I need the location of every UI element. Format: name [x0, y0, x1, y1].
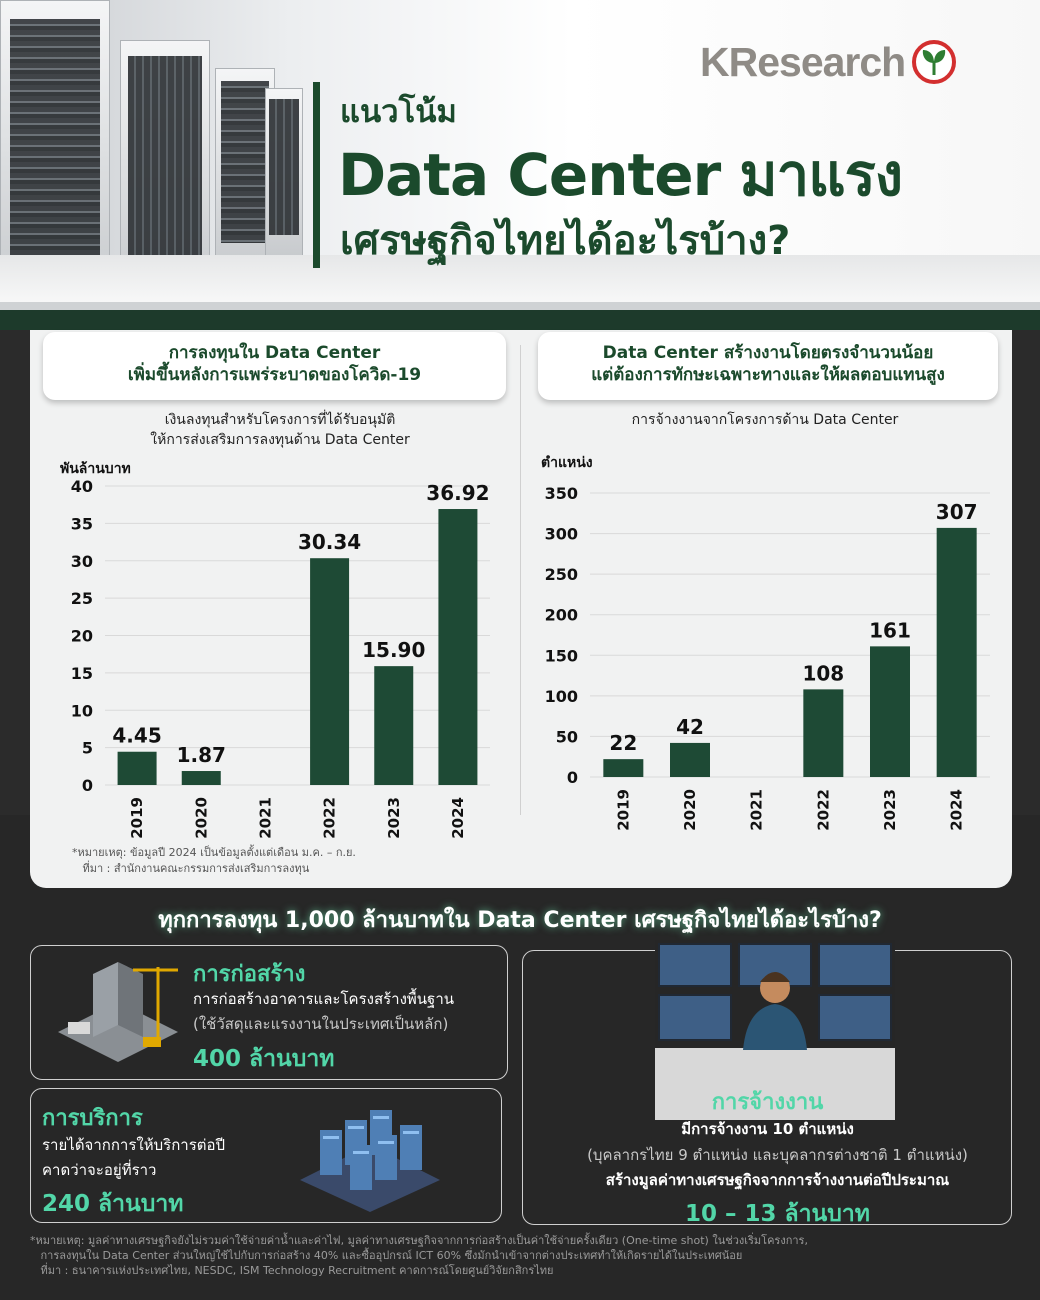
- data-label: 22: [609, 731, 638, 756]
- y-tick-label: 200: [544, 605, 578, 625]
- bar: [870, 646, 910, 777]
- employment-value: 10 – 13 ล้านบาท: [685, 1201, 870, 1227]
- investment-bar-chart: [50, 470, 490, 840]
- footnote-line2: การลงทุนใน Data Center ส่วนใหญ่ใช้ไปกับการก่อสร้าง 40% และซื้ออุปกรณ์ ICT 60% ซึ่งมักนำเข้าจากต่างประเทศทำให้เกิดรายได้ในประเทศน้อย: [30, 1249, 743, 1262]
- data-label: 42: [676, 714, 704, 739]
- footnote-source: ที่มา : ธนาคารแห่งประเทศไทย, NESDC, ISM Technology Recruitment คาดการณ์โดยศูนย์วิจัยกสิกรไทย: [30, 1264, 554, 1277]
- bottom-heading: ทุกการลงทุน 1,000 ล้านบาทใน Data Center เศรษฐกิจไทยได้อะไรบ้าง?: [158, 908, 882, 933]
- employment-line2: (บุคลากรไทย 9 ตำแหน่ง และบุคลากรต่างชาติ 1 ตำแหน่ง): [587, 1146, 968, 1164]
- investment-pill: [43, 332, 506, 400]
- header-banner: [0, 0, 1040, 310]
- employment-pill: [538, 332, 998, 400]
- y-tick-label: 300: [544, 524, 578, 544]
- employment-pill-line1: Data Center สร้างงานโดยตรงจำนวนน้อย: [602, 343, 934, 363]
- bar: [937, 528, 977, 777]
- employment-line3: สร้างมูลค่าทางเศรษฐกิจจากการจ้างงานต่อปีประมาณ: [605, 1171, 950, 1189]
- y-tick-label: 35: [70, 514, 93, 534]
- page-title-line1: แนวโน้ม: [340, 94, 457, 130]
- construction-illustration: [48, 952, 188, 1072]
- bar: [118, 752, 157, 785]
- bar: [374, 666, 413, 785]
- employment-chart-title: การจ้างงานจากโครงการด้าน Data Center: [631, 412, 899, 428]
- y-tick-label: 150: [544, 646, 578, 666]
- server-rack-image: [0, 0, 110, 295]
- investment-chart-title: [60, 410, 500, 450]
- kasikorn-leaf-icon: [911, 39, 957, 85]
- y-tick-label: 250: [544, 565, 578, 585]
- chart-note: [72, 845, 356, 877]
- investment-chart-title-line1: เงินลงทุนสำหรับโครงการที่ได้รับอนุมัติ: [164, 412, 396, 428]
- bar: [603, 759, 643, 777]
- construction-line1: การก่อสร้างอาคารและโครงสร้างพื้นฐาน: [193, 990, 454, 1008]
- bar: [182, 771, 221, 785]
- construction-title: การก่อสร้าง: [193, 962, 306, 987]
- header-green-band: [0, 310, 1040, 330]
- header-divider: [0, 302, 1040, 310]
- page-title-line2: Data Center มาแรง: [338, 141, 903, 209]
- x-tick-label: 2019: [614, 789, 633, 831]
- x-tick-label: 2021: [256, 797, 275, 839]
- y-tick-label: 5: [81, 738, 93, 758]
- employment-bar-chart: [535, 480, 995, 835]
- employment-title: การจ้างงาน: [711, 1090, 824, 1115]
- x-tick-label: 2020: [681, 789, 699, 831]
- service-line1: รายได้จากการให้บริการต่อปี: [42, 1136, 226, 1154]
- employment-pill-line2: แต่ต้องการทักษะเฉพาะทางและให้ผลตอบแทนสูง: [591, 365, 945, 385]
- chart-note-line1: *หมายเหตุ: ข้อมูลปี 2024 เป็นข้อมูลตั้งแต่เดือน ม.ค. – ก.ย.: [72, 846, 356, 859]
- footnote: [30, 1233, 1020, 1278]
- brand-name: KResearch: [700, 38, 906, 85]
- y-tick-label: 0: [566, 768, 578, 787]
- investment-pill-line1: การลงทุนใน Data Center: [168, 343, 381, 363]
- y-tick-label: 25: [70, 589, 93, 609]
- title-accent-bar: [313, 82, 320, 268]
- service-line2: คาดว่าจะอยู่ที่ราว: [42, 1161, 157, 1179]
- service-title: การบริการ: [42, 1106, 143, 1131]
- x-tick-label: 2022: [814, 789, 833, 831]
- x-tick-label: 2020: [192, 797, 211, 839]
- x-tick-label: 2021: [747, 789, 766, 831]
- data-label: 15.90: [362, 638, 426, 663]
- investment-y-unit: พันล้านบาท: [60, 461, 131, 477]
- x-tick-label: 2022: [320, 797, 339, 839]
- y-tick-label: 40: [70, 477, 93, 496]
- y-tick-label: 30: [70, 551, 93, 571]
- data-label: 30.34: [297, 530, 362, 555]
- investment-chart-title-line2: ให้การส่งเสริมการลงทุนด้าน Data Center: [150, 432, 410, 448]
- data-label: 1.87: [176, 743, 226, 768]
- kresearch-logo: [700, 38, 957, 85]
- y-tick-label: 50: [555, 727, 578, 747]
- construction-line2: (ใช้วัสดุและแรงงานในประเทศเป็นหลัก): [193, 1015, 449, 1033]
- investment-pill-line2: เพิ่มขึ้นหลังการแพร่ระบาดของโควิด-19: [127, 365, 422, 385]
- bar: [438, 509, 477, 785]
- y-tick-label: 350: [544, 484, 578, 503]
- chart-source-line: ที่มา : สำนักงานคณะกรรมการส่งเสริมการลงทุน: [72, 862, 310, 875]
- data-label: 4.45: [112, 723, 162, 748]
- x-tick-label: 2019: [128, 797, 147, 839]
- y-tick-label: 0: [81, 776, 93, 795]
- page-title-line3: เศรษฐกิจไทยได้อะไรบ้าง?: [340, 218, 791, 264]
- x-tick-label: 2023: [384, 797, 403, 839]
- bar: [310, 558, 349, 785]
- server-rack-image: [265, 88, 303, 256]
- construction-value: 400 ล้านบาท: [193, 1046, 335, 1072]
- x-tick-label: 2024: [448, 797, 467, 839]
- data-label: 108: [802, 661, 845, 686]
- y-tick-label: 15: [70, 663, 93, 683]
- x-tick-label: 2024: [947, 789, 966, 831]
- data-label: 161: [869, 618, 911, 643]
- bar: [803, 689, 843, 777]
- data-label: 307: [935, 499, 978, 524]
- y-tick-label: 10: [70, 701, 93, 721]
- employment-line1: มีการจ้างงาน 10 ตำแหน่ง: [681, 1120, 854, 1138]
- employment-y-unit: ตำแหน่ง: [541, 455, 593, 471]
- service-value: 240 ล้านบาท: [42, 1191, 184, 1217]
- panel-divider: [520, 345, 521, 815]
- footnote-line1: *หมายเหตุ: มูลค่าทางเศรษฐกิจยังไม่รวมค่าใช้จ่ายค่าน้ำและค่าไฟ, มูลค่าทางเศรษฐกิจจากการก่อสร้างเป็นค่าใช้จ่ายครั้งเดียว (One-time shot) ในช่วงเริ่มโครงการ,: [30, 1234, 808, 1247]
- server-rack-image: [120, 40, 210, 285]
- x-tick-label: 2023: [881, 789, 899, 831]
- y-tick-label: 100: [544, 686, 578, 706]
- y-tick-label: 20: [70, 626, 93, 646]
- data-label: 36.92: [426, 481, 490, 506]
- bar: [670, 743, 710, 777]
